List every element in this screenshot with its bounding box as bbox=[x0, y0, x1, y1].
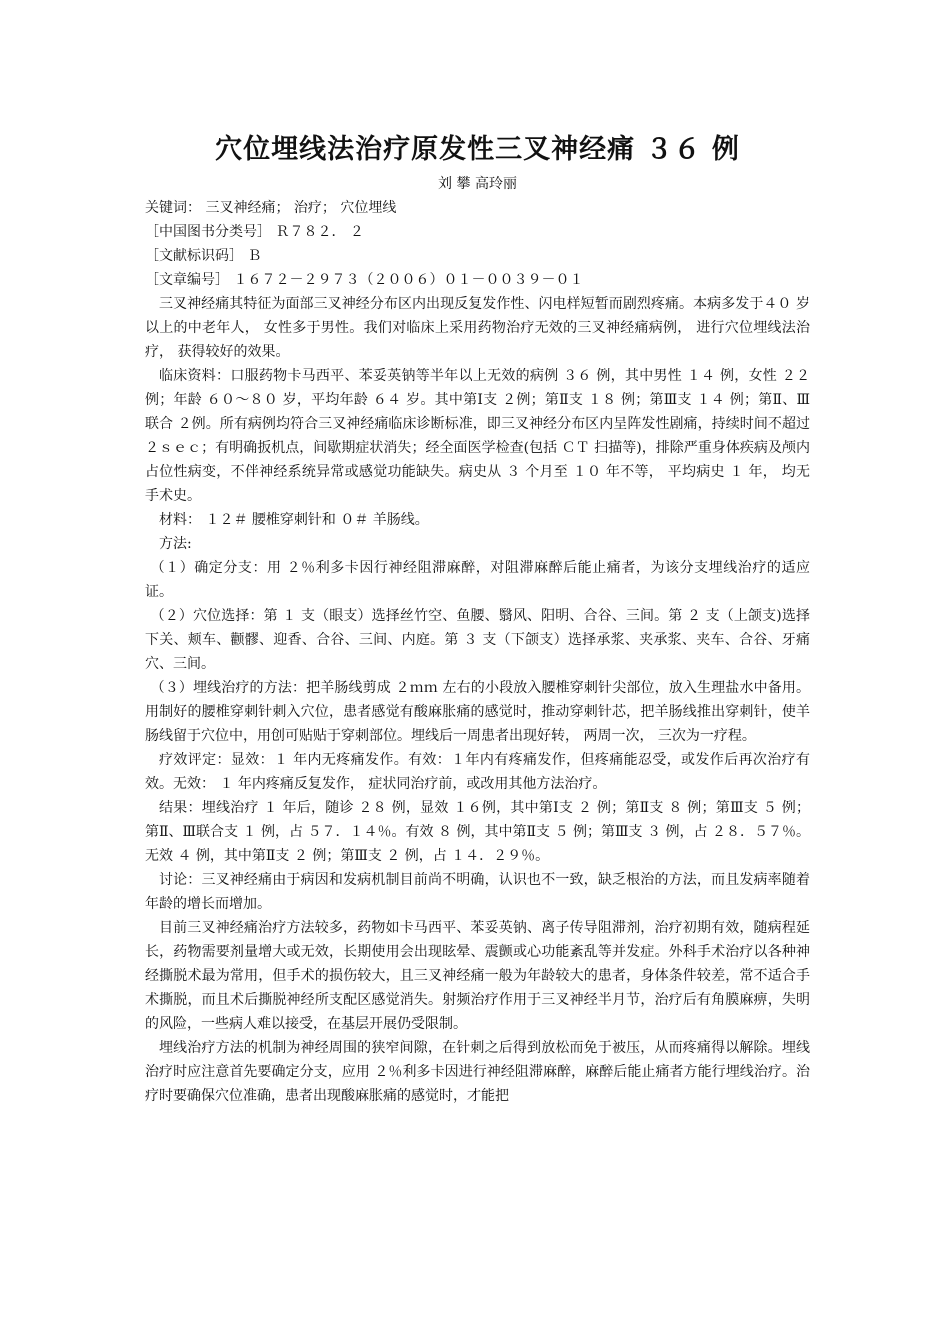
results-paragraph: 结果：埋线治疗 １ 年后，随诊 ２８ 例，显效 １６例，其中第Ⅰ支 ２ 例；第Ⅱ支 ８ 例；第Ⅲ支 ５ 例；第Ⅱ、Ⅲ联合支 １ 例，占 ５７．１４％。有效 ８ 例，其中第Ⅱ支 ５ 例；第Ⅲ支 ３ 例，占 ２８．５７％。无效 ４ 例，其中第Ⅱ支 ２ 例；第Ⅲ支 ２ 例，占 １４．２９％。 bbox=[145, 800, 810, 864]
article-number: ［文章编号］ １６７２－２９７３（２００６）０１－００３９－０１ bbox=[145, 272, 584, 288]
intro-paragraph: 三叉神经痛其特征为面部三叉神经分布区内出现反复发作性、闪电样短暂而剧烈疼痛。本病多发于４０ 岁以上的中老年人， 女性多于男性。我们对临床上采用药物治疗无效的三叉神经痛病例， 进行穴位埋线法治疗， 获得较好的效果。 bbox=[145, 296, 810, 360]
clinical-data-paragraph: 临床资料：口服药物卡马西平、苯妥英钠等半年以上无效的病例 ３６ 例，其中男性 １４ 例，女性 ２２例；年龄 ６０～８０ 岁，平均年龄 ６４ 岁。其中第Ⅰ支 ２例；第Ⅱ支 １８ 例；第Ⅲ支 １４ 例；第Ⅱ、Ⅲ联合 ２例。所有病例均符合三叉神经痛临床诊断标准，即三叉神经分布区内呈阵发性剧痛，持续时间不超过２ｓｅｃ；有明确扳机点，间歇期症状消失；经全面医学检查(包括 ＣＴ 扫描等)，排除严重身体疾病及颅内占位性病变，不伴神经系统异常或感觉功能缺失。病史从 ３ 个月至 １０ 年不等， 平均病史 １ 年， 均无手术史。 bbox=[145, 368, 810, 504]
keywords-line: 关键词： 三叉神经痛； 治疗； 穴位埋线 bbox=[145, 200, 397, 216]
discussion-paragraph: 讨论：三叉神经痛由于病因和发病机制目前尚不明确，认识也不一致，缺乏根治的方法，而且发病率随着年龄的增长而增加。 bbox=[145, 872, 810, 912]
materials-paragraph: 材料： １２＃ 腰椎穿刺针和 ０＃ 羊肠线。 bbox=[159, 512, 429, 528]
mechanism-paragraph: 埋线治疗方法的机制为神经周围的狭窄间隙，在针刺之后得到放松而免于被压，从而疼痛得以解除。埋线治疗时应注意首先要确定分支，应用 ２％利多卡因进行神经阻滞麻醉，麻醉后能止痛者方能行埋线治疗。治疗时要确保穴位准确，患者出现酸麻胀痛的感觉时，才能把 bbox=[145, 1040, 810, 1104]
treatment-methods-paragraph: 目前三叉神经痛治疗方法较多，药物如卡马西平、苯妥英钠、离子传导阻滞剂，治疗初期有效，随病程延长，药物需要剂量增大或无效，长期使用会出现眩晕、震颤或心功能紊乱等并发症。外科手术治疗以各种神经撕脱术最为常用，但手术的损伤较大，且三叉神经痛一般为年龄较大的患者，身体条件较差，常不适合手术撕脱，而且术后撕脱神经所支配区感觉消失。射频治疗作用于三叉神经半月节，治疗后有角膜麻痹，失明的风险，一些病人难以接受，在基层开展仍受限制。 bbox=[145, 920, 810, 1032]
method-step-3: （３）埋线治疗的方法：把羊肠线剪成 ２ｍｍ 左右的小段放入腰椎穿刺针尖部位，放入生理盐水中备用。用制好的腰椎穿刺针刺入穴位，患者感觉有酸麻胀痛的感觉时，推动穿刺针芯，把羊肠线推出穿刺针，使羊肠线留于穴位中，用创可贴贴于穿刺部位。埋线后一周患者出现好转， 两周一次， 三次为一疗程。 bbox=[145, 680, 810, 744]
paper-page bbox=[145, 128, 810, 1108]
method-step-1: （１）确定分支：用 ２％利多卡因行神经阻滞麻醉，对阻滞麻醉后能止痛者，为该分支埋线治疗的适应证。 bbox=[145, 560, 810, 600]
classification-number: ［中国图书分类号］ Ｒ７８２． ２ bbox=[145, 224, 364, 240]
paper-authors: 刘 攀 高玲丽 bbox=[438, 176, 517, 192]
document-code: ［文献标识码］ Ｂ bbox=[145, 248, 262, 264]
methods-heading: 方法: bbox=[159, 536, 192, 552]
method-step-2: （２）穴位选择：第 １ 支（眼支）选择丝竹空、鱼腰、翳风、阳明、合谷、三间。第 ２ 支（上颌支)选择下关、颊车、颧髎、迎香、合谷、三间、内庭。第 ３ 支（下颌支）选择承浆、夹承浆、夹车、合谷、牙痛穴、三间。 bbox=[145, 608, 810, 672]
paper-title: 穴位埋线法治疗原发性三叉神经痛 ３６ 例 bbox=[215, 134, 740, 165]
evaluation-paragraph: 疗效评定：显效：１ 年内无疼痛发作。有效：１年内有疼痛发作，但疼痛能忍受，或发作后再次治疗有效。无效： １ 年内疼痛反复发作， 症状同治疗前，或改用其他方法治疗。 bbox=[145, 752, 810, 792]
